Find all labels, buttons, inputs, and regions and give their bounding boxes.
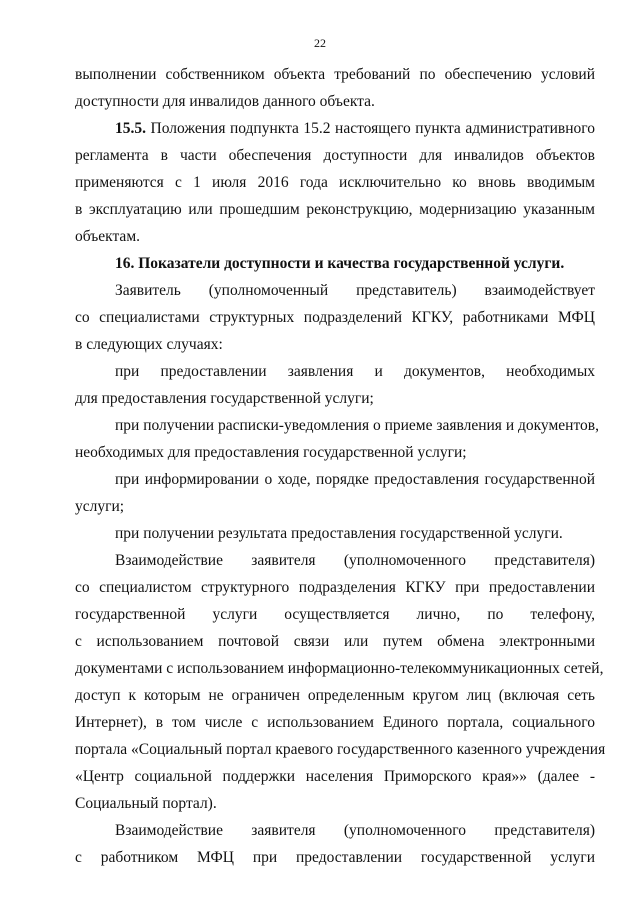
text-line: в эксплуатацию или прошедшим реконструкцию, модернизацию указанным (75, 201, 595, 218)
paragraph-15-5-first-line (115, 119, 595, 139)
text-line: при информировании о ходе, порядке предоставления государственной (115, 471, 595, 488)
text-line: Заявитель (уполномоченный представитель) взаимодействует (115, 282, 595, 299)
text-line: Взаимодействие заявителя (уполномоченного представителя) (115, 552, 595, 569)
text-line: документами с использованием информационно-телекоммуникационных сетей, (75, 660, 604, 677)
text-line: выполнении собственником объекта требований по обеспечению условий (75, 66, 595, 83)
text-line: услуги; (75, 498, 125, 515)
text-line: применяются с 1 июля 2016 года исключительно ко вновь вводимым (75, 174, 595, 191)
section-heading: 16. Показатели доступности и качества государственной услуги. (115, 255, 565, 272)
text-line: в следующих случаях: (75, 336, 223, 353)
text-line: при получении расписки-уведомления о приеме заявления и документов, (115, 417, 599, 434)
text-line: с работником МФЦ при предоставлении государственной услуги (75, 849, 595, 866)
text-line: при предоставлении заявления и документов, необходимых (115, 363, 595, 380)
text-line: государственной услуги осуществляется лично, по телефону, (75, 606, 595, 623)
text-line: необходимых для предоставления государственной услуги; (75, 444, 467, 461)
text-line: доступ к которым не ограничен определенным кругом лиц (включая сеть (75, 687, 595, 704)
text-line: доступности для инвалидов данного объекта. (75, 93, 375, 110)
item-number-15-5: 15.5. (115, 120, 146, 137)
text-line: для предоставления государственной услуги; (75, 390, 374, 407)
page-number: 22 (314, 36, 326, 50)
text-line: Интернет), в том числе с использованием Единого портала, социального (75, 714, 595, 731)
text-line: Социальный портал). (75, 795, 217, 812)
text-line: Положения подпункта 15.2 настоящего пункта административного (150, 120, 595, 137)
text-line: с использованием почтовой связи или путем обмена электронными (75, 633, 595, 650)
text-line: объектам. (75, 228, 140, 245)
text-line: со специалистами структурных подразделений КГКУ, работниками МФЦ (75, 309, 595, 326)
text-line: при получении результата предоставления государственной услуги. (115, 525, 563, 542)
text-line: со специалистом структурного подразделения КГКУ при предоставлении (75, 579, 595, 596)
text-line: портала «Социальный портал краевого государственного казенного учреждения (75, 741, 606, 758)
text-line: «Центр социальной поддержки населения Приморского края»» (далее - (75, 768, 595, 785)
text-line: регламента в части обеспечения доступности для инвалидов объектов (75, 147, 595, 164)
text-line: Взаимодействие заявителя (уполномоченного представителя) (115, 822, 595, 839)
